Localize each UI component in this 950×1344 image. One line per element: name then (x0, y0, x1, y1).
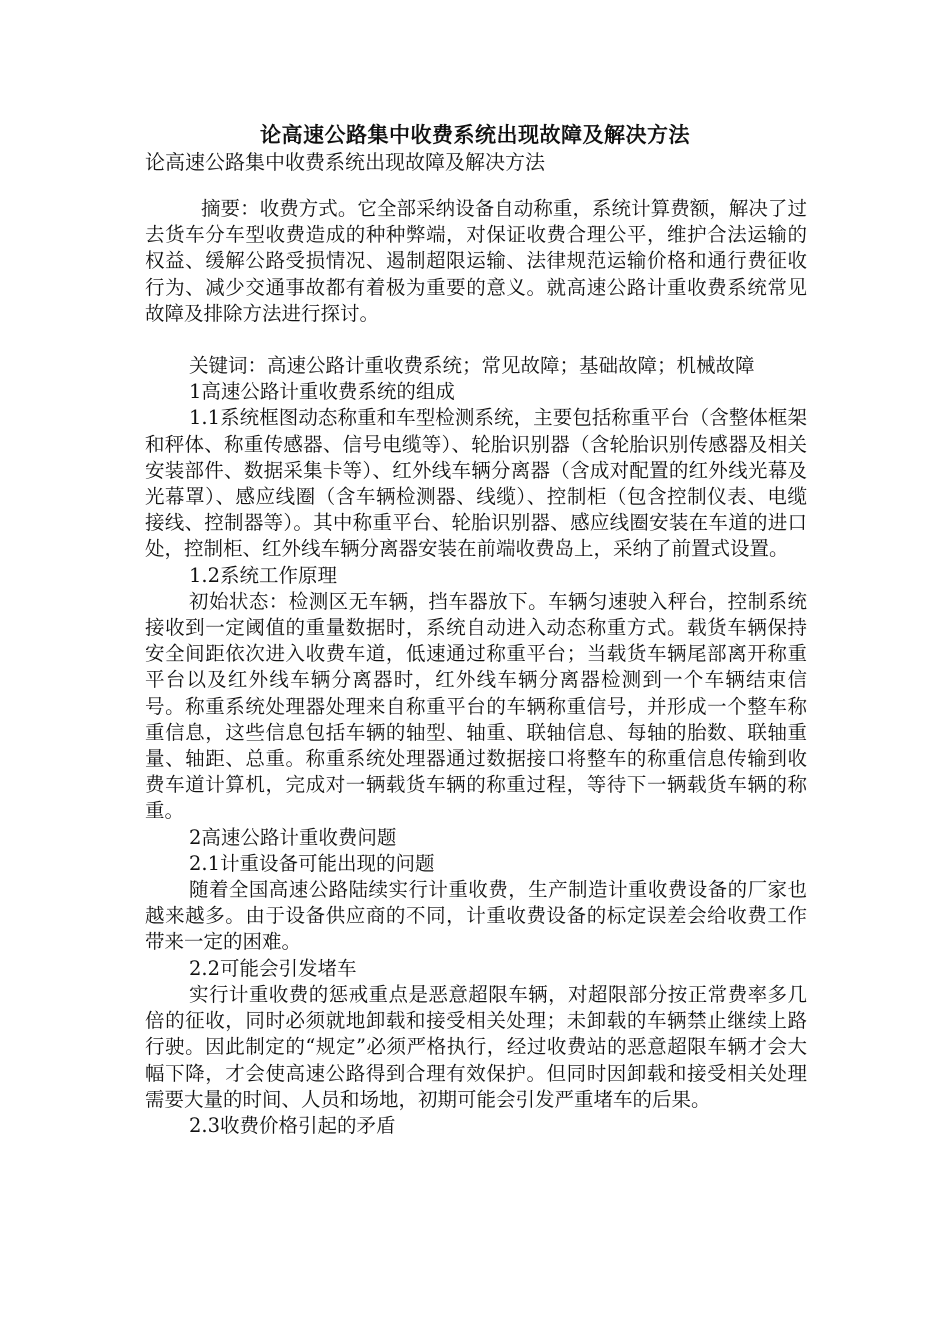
section-paragraph-1-2: 初始状态：检测区无车辆，挡车器放下。车辆匀速驶入秤台，控制系统接收到一定阈值的重量数据时，系统自动进入动态称重方式。载货车辆保持安全间距依次进入收费车道，低速通过称重平台；当载货车辆尾部离开称重平台以及红外线车辆分离器时，红外线车辆分离器检测到一个车辆结束信号。称重系统处理器处理来自称重平台的车辆称重信号，并形成一个整车称重信息，这些信息包括车辆的轴型、轴重、联轴信息、每轴的胎数、联轴重量、轴距、总重。称重系统处理器通过数据接口将整车的称重信息传输到收费车道计算机，完成对一辆载货车辆的称重过程，等待下一辆载货车辆的称重。 (145, 589, 807, 823)
section-paragraph-2-1: 随着全国高速公路陆续实行计重收费，生产制造计重收费设备的厂家也越来越多。由于设备供应商的不同，计重收费设备的标定误差会给收费工作带来一定的困难。 (145, 878, 807, 954)
abstract-paragraph: 摘要：收费方式。它全部采纳设备自动称重，系统计算费额，解决了过去货车分车型收费造成的种种弊端，对保证收费合理公平，维护合法运输的权益、缓解公路受损情况、遏制超限运输、法律规范运输价格和通行费征收行为、减少交通事故都有着极为重要的意义。就高速公路计重收费系统常见故障及排除方法进行探讨。 (145, 197, 807, 325)
section-heading-1-2: 1.2系统工作原理 (189, 563, 338, 587)
document-title: 论高速公路集中收费系统出现故障及解决方法 (260, 122, 690, 147)
document-subtitle: 论高速公路集中收费系统出现故障及解决方法 (145, 150, 545, 174)
paragraph-spacer (145, 327, 807, 353)
section-heading-1: 1高速公路计重收费系统的组成 (189, 380, 455, 404)
section-paragraph-2-2: 实行计重收费的惩戒重点是恶意超限车辆，对超限部分按正常费率多几倍的征收，同时必须就地卸载和接受相关处理；未卸载的车辆禁止继续上路行驶。因此制定的“规定”必须严格执行，经过收费站的恶意超限车辆才会大幅下降，才会使高速公路得到合理有效保护。但同时因卸载和接受相关处理需要大量的时间、人员和场地，初期可能会引发严重堵车的后果。 (145, 982, 807, 1111)
section-heading-2: 2高速公路计重收费问题 (189, 825, 397, 849)
document-body (145, 196, 807, 1139)
section-heading-2-1: 2.1计重设备可能出现的问题 (189, 851, 435, 875)
section-heading-2-3: 2.3收费价格引起的矛盾 (189, 1113, 396, 1137)
keywords-paragraph: 关键词：高速公路计重收费系统；常见故障；基础故障；机械故障 (189, 354, 755, 378)
section-heading-2-2: 2.2可能会引发堵车 (189, 956, 357, 980)
section-paragraph-1-1: 1.1系统框图动态称重和车型检测系统，主要包括称重平台（含整体框架和秤体、称重传感器、信号电缆等）、轮胎识别器（含轮胎识别传感器及相关安装部件、数据采集卡等）、红外线车辆分离器（含成对配置的红外线光幕及光幕罩）、感应线圈（含车辆检测器、线缆）、控制柜（包含控制仪表、电缆接线、控制器等）。其中称重平台、轮胎识别器、感应线圈安装在车道的进口处，控制柜、红外线车辆分离器安装在前端收费岛上，采纳了前置式设置。 (145, 406, 807, 561)
